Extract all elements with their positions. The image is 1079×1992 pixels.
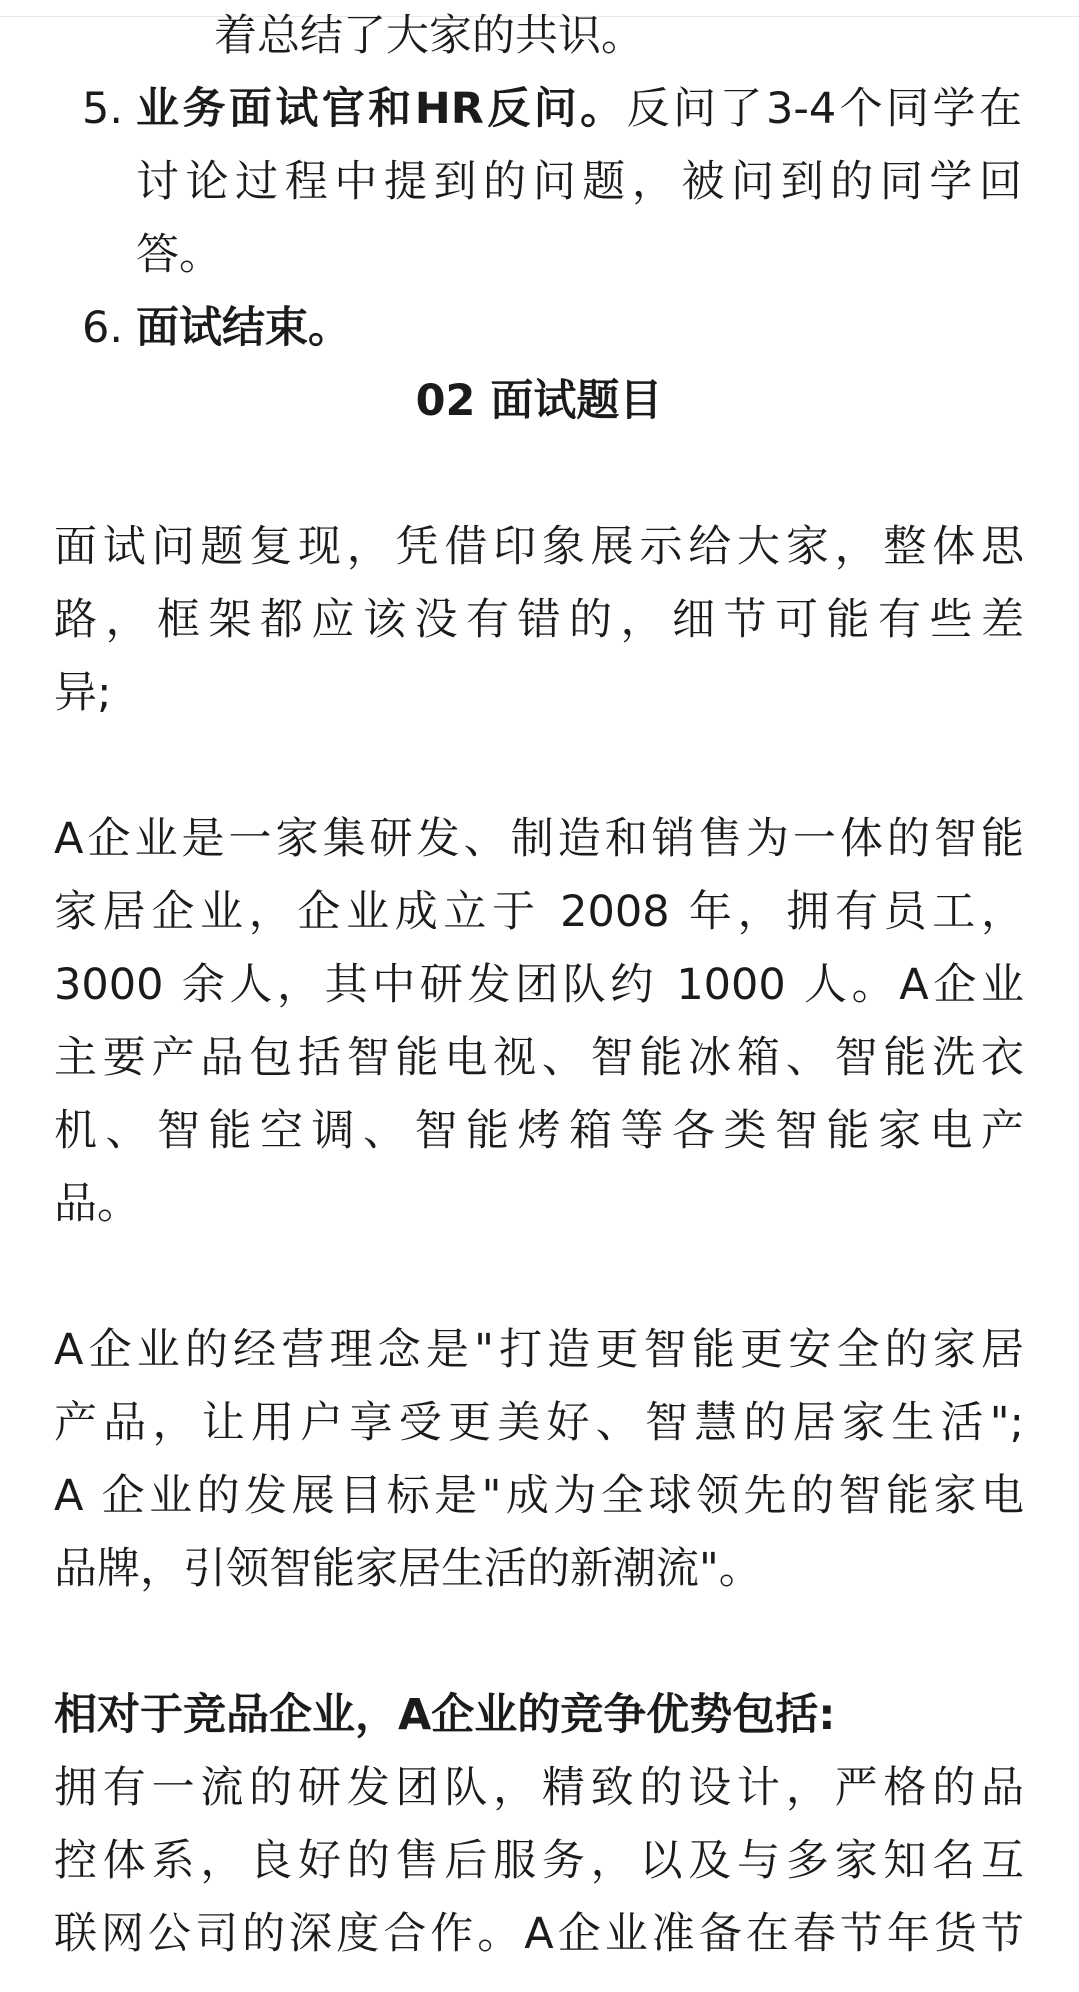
article-body xyxy=(54,0,1024,1971)
paragraph-line: 品。 xyxy=(54,1179,140,1229)
spacer xyxy=(54,438,1024,511)
list-item-5 xyxy=(54,73,1024,292)
list-number: 5. xyxy=(82,84,124,134)
list-item-bold: 业务面试官和HR反问。 xyxy=(136,84,627,134)
paragraph-line: 主要产品包括智能电视、智能冰箱、智能洗衣 xyxy=(54,1033,1024,1083)
paragraph-line: 产品，让用户享受更美好、智慧的居家生活"; xyxy=(54,1398,1024,1448)
spacer xyxy=(54,1241,1024,1314)
paragraph-line: 机、智能空调、智能烤箱等各类智能家电产 xyxy=(54,1106,1024,1156)
section-heading: 02 面试题目 xyxy=(415,376,663,426)
paragraph-line: 拥有一流的研发团队，精致的设计，严格的品 xyxy=(54,1763,1024,1813)
paragraph-2 xyxy=(54,803,1024,1241)
paragraph-line: 面试问题复现，凭借印象展示给大家，整体思 xyxy=(54,522,1024,572)
paragraph-1 xyxy=(54,511,1024,730)
paragraph-3 xyxy=(54,1314,1024,1606)
list-number: 6. xyxy=(82,303,124,353)
paragraph-line: 路，框架都应该没有错的，细节可能有些差 xyxy=(54,595,1024,645)
paragraph-line: 3000 余人，其中研发团队约 1000 人。A企业 xyxy=(54,960,1024,1010)
paragraph-line: 异; xyxy=(54,668,112,718)
spacer xyxy=(54,1606,1024,1679)
list-item-line: 讨论过程中提到的问题，被问到的同学回 xyxy=(136,157,1022,207)
list-item-bold: 面试结束。 xyxy=(136,303,351,353)
paragraph-line: 联网公司的深度合作。A企业准备在春节年货节 xyxy=(54,1909,1024,1959)
paragraph-line: A企业是一家集研发、制造和销售为一体的智能 xyxy=(54,814,1024,864)
list-continuation-line: 着总结了大家的共识。 xyxy=(214,11,644,61)
list-item-6 xyxy=(54,292,1024,365)
paragraph-title: 相对于竞品企业，A企业的竞争优势包括: xyxy=(54,1690,836,1740)
list-item-text: 反问了3-4个同学在 xyxy=(626,84,1022,134)
paragraph-line: 控体系，良好的售后服务，以及与多家知名互 xyxy=(54,1836,1024,1886)
spacer xyxy=(54,730,1024,803)
list-item-line xyxy=(136,73,1022,146)
paragraph-line: 家居企业，企业成立于 2008 年，拥有员工， xyxy=(54,887,1024,937)
paragraph-4 xyxy=(54,1679,1024,1971)
list-item-line: 答。 xyxy=(136,230,222,280)
paragraph-line: A企业的经营理念是"打造更智能更安全的家居 xyxy=(54,1325,1024,1375)
paragraph-line: 品牌，引领智能家居生活的新潮流"。 xyxy=(54,1544,762,1594)
paragraph-line: A 企业的发展目标是"成为全球领先的智能家电 xyxy=(54,1471,1024,1521)
list-item-content xyxy=(136,73,1022,292)
